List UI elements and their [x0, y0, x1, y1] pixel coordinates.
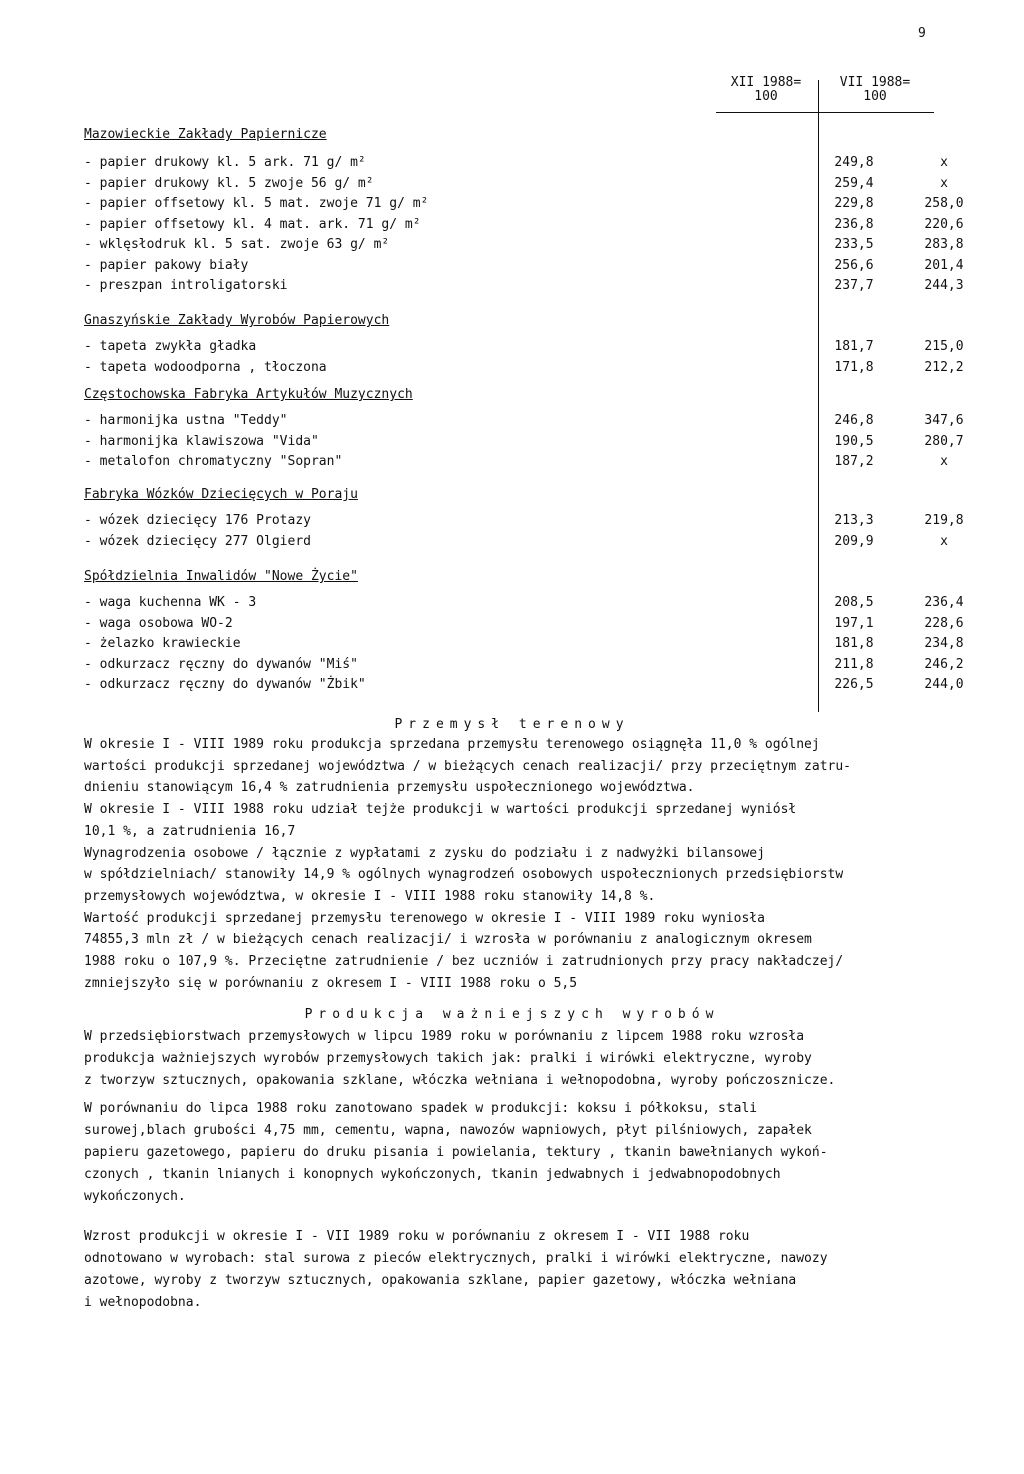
product-label: - papier offsetowy kl. 4 mat. ark. 71 g/ m² [84, 216, 421, 232]
table-row [84, 236, 964, 254]
product-label: - odkurzacz ręczny do dywanów "Miś" [84, 656, 358, 672]
table-row [84, 216, 964, 234]
product-label: - papier offsetowy kl. 5 mat. zwoje 71 g/ m² [84, 196, 429, 211]
table-row [84, 594, 964, 612]
text-line: 1988 roku o 107,9 %. Przeciętne zatrudnienie / bez uczniów i zatrudnionych przy pracy nakładczej/ [84, 954, 844, 969]
index-xii-1988: 211,8 [834, 656, 874, 672]
product-label: - tapeta zwykła gładka [84, 339, 257, 354]
product-label: - waga osobowa WO-2 [84, 615, 233, 631]
index-xii-1988: 181,7 [834, 339, 874, 354]
table-row [84, 676, 964, 694]
text-line: wartości produkcji sprzedanej województwa / w bieżących cenach realizacji/ przy przeciętnym zatru- [84, 758, 852, 774]
product-label: - żelazko krawieckie [84, 636, 241, 651]
table-row [84, 412, 964, 430]
index-xii-1988: 171,8 [834, 359, 874, 375]
text-line: W porównaniu do lipca 1988 roku zanotowano spadek w produkcji: koksu i półkoksu, stali [84, 1101, 758, 1116]
index-vii-1988: 220,6 [924, 216, 964, 232]
text-line: Wzrost produkcji w okresie I - VII 1989 roku w porównaniu z okresem I - VII 1988 roku [84, 1229, 750, 1244]
section-heading: Częstochowska Fabryka Artykułów Muzycznych [84, 387, 413, 402]
text-line: 10,1 %, a zatrudnienia 16,7 [84, 823, 296, 839]
text-line: z tworzyw sztucznych, opakowania szklane, włóczka wełniana i wełnopodobna, wyroby pończosznicze. [84, 1073, 836, 1088]
text-line: wykończonych. [84, 1189, 186, 1204]
section-title-produkcja: Produkcja ważniejszych wyrobów [304, 1007, 720, 1022]
index-xii-1988: 236,8 [834, 216, 874, 232]
table-row [84, 359, 964, 377]
index-xii-1988: 208,5 [834, 595, 874, 610]
column-header-line: XII 1988= [730, 75, 802, 90]
table-row [84, 195, 964, 213]
index-vii-1988: 236,4 [924, 595, 964, 610]
text-line: czonych , tkanin lnianych i konopnych wykończonych, tkanin jedwabnych i jedwabnopodobnych [84, 1167, 781, 1182]
index-vii-1988: 347,6 [924, 413, 964, 428]
text-line: Wartość produkcji sprzedanej przemysłu terenowego w okresie I - VIII 1989 roku wyniosła [84, 910, 765, 926]
text-line: W okresie I - VIII 1988 roku udział tejże produkcji w wartości produkcji sprzedanej wyniósł [84, 802, 797, 818]
text-line: zmniejszyło się w porównaniu z okresem I - VIII 1988 roku o 5,5 [84, 975, 578, 991]
table-row [84, 533, 948, 551]
column-header-vii-1988 [825, 76, 925, 104]
index-vii-1988: x [940, 533, 948, 549]
column-header-line: 100 [754, 89, 778, 104]
page-number: 9 [918, 26, 926, 41]
table-row [84, 512, 964, 530]
product-label: - harmonijka ustna "Teddy" [84, 413, 288, 428]
text-line: Wynagrodzenia osobowe / łącznie z wypłatami z zysku do podziału i z nadwyżki bilansowej [84, 845, 765, 861]
section-title-przemysl-terenowy: Przemysł terenowy [394, 717, 630, 732]
product-label: - metalofon chromatyczny "Sopran" [84, 454, 343, 469]
section-heading: Mazowieckie Zakłady Papiernicze [84, 127, 327, 142]
index-xii-1988: 229,8 [834, 196, 874, 211]
product-label: - papier drukowy kl. 5 ark. 71 g/ m² [84, 155, 366, 170]
index-xii-1988: 237,7 [834, 278, 874, 293]
section-heading: Gnaszyńskie Zakłady Wyrobów Papierowych [84, 313, 390, 328]
text-line: odnotowano w wyrobach: stal surowa z pieców elektrycznych, pralki i wirówki elektryczne, nawozy [84, 1251, 828, 1266]
product-label: - waga kuchenna WK - 3 [84, 595, 257, 610]
table-row [84, 154, 948, 172]
table-row [84, 433, 964, 451]
column-header-xii-1988 [716, 76, 816, 104]
text-line: dnieniu stanowiącym 16,4 % zatrudnienia przemysłu uspołecznionego województwa. [84, 780, 695, 796]
text-line: 74855,3 mln zł / w bieżących cenach realizacji/ i wzrosła w porównaniu z analogicznym okresem [84, 932, 812, 948]
index-vii-1988: 219,8 [924, 513, 964, 528]
text-line: W przedsiębiorstwach przemysłowych w lipcu 1989 roku w porównaniu z lipcem 1988 roku wzrosła [84, 1029, 805, 1044]
product-label: - papier pakowy biały [84, 257, 249, 273]
column-header-line: VII 1988= [839, 75, 911, 90]
header-rule [716, 112, 934, 113]
text-line: papieru gazetowego, papieru do druku pisania i powielania, tektury , tkanin bawełnianych wykoń- [84, 1145, 828, 1160]
text-line: produkcja ważniejszych wyrobów przemysłowych takich jak: pralki i wirówki elektryczne, wyroby [84, 1051, 812, 1066]
index-vii-1988: 244,0 [924, 677, 964, 692]
index-vii-1988: 246,2 [924, 656, 964, 672]
index-xii-1988: 190,5 [834, 433, 874, 449]
product-label: - wklęsłodruk kl. 5 sat. zwoje 63 g/ m² [84, 237, 390, 252]
index-vii-1988: 212,2 [924, 359, 964, 375]
table-row [84, 175, 948, 193]
index-xii-1988: 213,3 [834, 513, 874, 528]
table-row [84, 453, 948, 471]
table-row [84, 257, 964, 275]
text-line: w spółdzielniach/ stanowiły 14,9 % ogólnych wynagrodzeń osobowych uspołecznionych przedsiębiorstw [84, 867, 844, 883]
table-row [84, 277, 964, 295]
index-xii-1988: 187,2 [834, 454, 874, 469]
index-xii-1988: 249,8 [834, 155, 874, 170]
index-xii-1988: 197,1 [834, 615, 874, 631]
product-label: - preszpan introligatorski [84, 278, 288, 293]
index-vii-1988: 234,8 [924, 636, 964, 651]
product-label: - wózek dziecięcy 176 Protazy [84, 513, 311, 528]
text-line: surowej,blach grubości 4,75 mm, cementu, wapna, nawozów wapniowych, płyt pilśniowych, zapałek [84, 1123, 812, 1138]
index-vii-1988: 215,0 [924, 339, 964, 354]
product-label: - tapeta wodoodporna , tłoczona [84, 359, 327, 375]
column-header-line: 100 [863, 89, 887, 104]
index-vii-1988: 201,4 [924, 257, 964, 273]
text-line: azotowe, wyroby z tworzyw sztucznych, opakowania szklane, papier gazetowy, włóczka wełniana [84, 1273, 797, 1288]
product-label: - odkurzacz ręczny do dywanów "Żbik" [84, 677, 366, 692]
index-vii-1988: 258,0 [924, 196, 964, 211]
index-xii-1988: 209,9 [834, 533, 874, 549]
index-xii-1988: 256,6 [834, 257, 874, 273]
index-vii-1988: 228,6 [924, 615, 964, 631]
table-row [84, 635, 964, 653]
index-xii-1988: 226,5 [834, 677, 874, 692]
product-label: - papier drukowy kl. 5 zwoje 56 g/ m² [84, 175, 374, 191]
product-label: - harmonijka klawiszowa "Vida" [84, 433, 319, 449]
index-vii-1988: 244,3 [924, 278, 964, 293]
index-xii-1988: 181,8 [834, 636, 874, 651]
table-row [84, 338, 964, 356]
index-vii-1988: x [940, 175, 948, 191]
section-heading: Fabryka Wózków Dziecięcych w Poraju [84, 487, 358, 502]
index-vii-1988: x [940, 454, 948, 469]
section-heading: Spółdzielnia Inwalidów "Nowe Życie" [84, 569, 358, 584]
text-line: i wełnopodobna. [84, 1295, 202, 1310]
table-row [84, 615, 964, 633]
index-vii-1988: 283,8 [924, 237, 964, 252]
product-label: - wózek dziecięcy 277 Olgierd [84, 533, 311, 549]
table-row [84, 656, 964, 674]
index-vii-1988: x [940, 155, 948, 170]
index-vii-1988: 280,7 [924, 433, 964, 449]
index-xii-1988: 233,5 [834, 237, 874, 252]
index-xii-1988: 246,8 [834, 413, 874, 428]
text-line: W okresie I - VIII 1989 roku produkcja sprzedana przemysłu terenowego osiągnęła 11,0 % ogólnej [84, 737, 820, 752]
text-line: przemysłowych województwa, w okresie I - VIII 1988 roku stanowiły 14,8 %. [84, 888, 656, 904]
index-xii-1988: 259,4 [834, 175, 874, 191]
